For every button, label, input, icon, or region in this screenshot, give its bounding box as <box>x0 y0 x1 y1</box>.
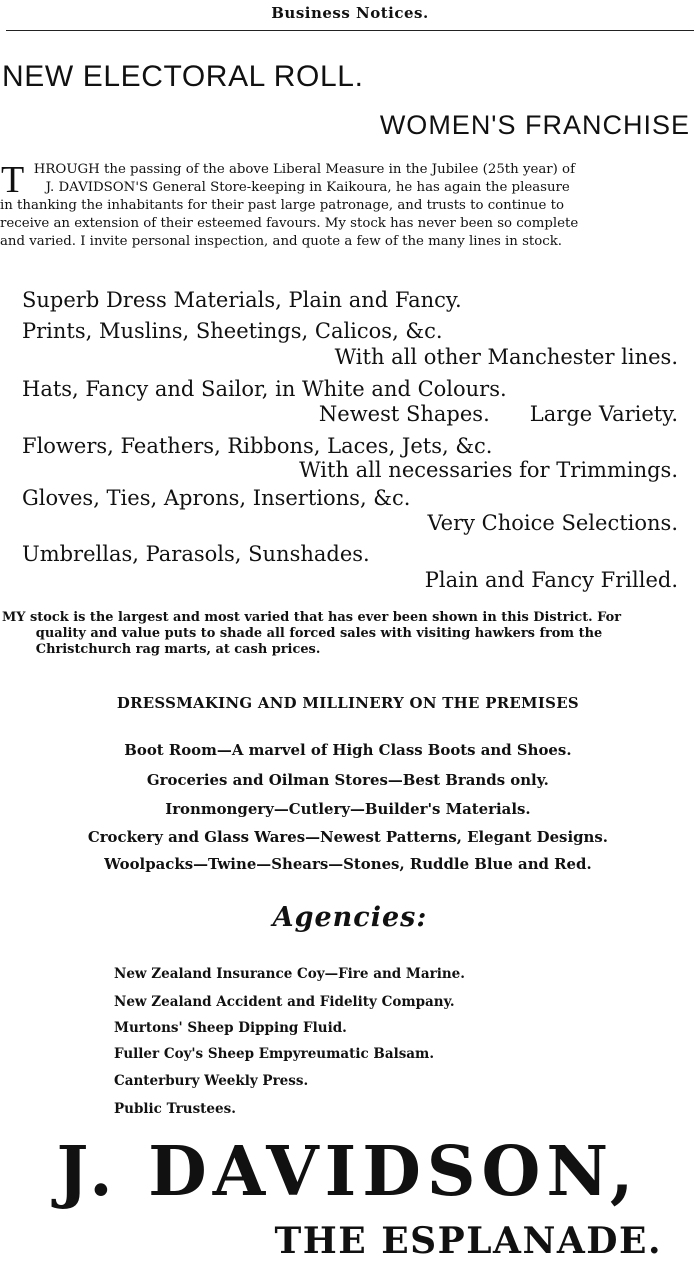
goods-item-detail: Plain and Fancy Frilled. <box>424 568 678 592</box>
agency-item: Public Trustees. <box>114 1101 236 1117</box>
intro-line: receive an extension of their esteemed favours. My stock has never been so complete <box>0 216 579 231</box>
stock-line: quality and value puts to shade all forced sales with visiting hawkers from the <box>35 626 603 641</box>
goods-item: Hats, Fancy and Sailor, in White and Colours. <box>22 377 507 401</box>
goods-item: Flowers, Feathers, Ribbons, Laces, Jets, &c. <box>22 434 493 458</box>
signature-address: THE ESPLANADE. <box>274 1220 662 1262</box>
agency-item: Fuller Coy's Sheep Empyreumatic Balsam. <box>114 1046 435 1062</box>
agency-item: Canterbury Weekly Press. <box>114 1073 309 1089</box>
goods-item-detail: Very Choice Selections. <box>427 511 678 535</box>
department-line: Boot Room—A marvel of High Class Boots and Shoes. <box>124 741 572 759</box>
agency-item: Murtons' Sheep Dipping Fluid. <box>114 1020 347 1036</box>
goods-item: Prints, Muslins, Sheetings, Calicos, &c. <box>22 319 443 343</box>
department-line: Crockery and Glass Wares—Newest Patterns, Elegant Designs. <box>87 828 608 846</box>
intro-paragraph <box>0 161 700 251</box>
goods-item-detail: With all necessaries for Trimmings. <box>299 458 678 482</box>
dressmaking-heading: DRESSMAKING AND MILLINERY ON THE PREMISES <box>116 694 579 712</box>
header-rule <box>6 30 694 31</box>
stock-line: MY stock is the largest and most varied that has ever been shown in this District. For <box>1 610 622 625</box>
intro-line: and varied. I invite personal inspection, and quote a few of the many lines in stock. <box>0 234 563 249</box>
goods-item: Gloves, Ties, Aprons, Insertions, &c. <box>22 486 411 510</box>
headline-womens-franchise: WOMEN'S FRANCHISE <box>379 110 690 140</box>
department-line: Woolpacks—Twine—Shears—Stones, Ruddle Blue and Red. <box>104 855 592 873</box>
intro-line: in thanking the inhabitants for their past large patronage, and trusts to continue to <box>0 198 564 213</box>
stock-line: Christchurch rag marts, at cash prices. <box>35 642 321 657</box>
agency-item: New Zealand Insurance Coy—Fire and Marine. <box>114 966 465 982</box>
goods-item-detail: With all other Manchester lines. <box>334 345 678 369</box>
department-line: Groceries and Oilman Stores—Best Brands only. <box>146 771 549 789</box>
agencies-heading: Agencies: <box>272 902 428 933</box>
running-title: Business Notices. <box>271 4 429 22</box>
agency-item: New Zealand Accident and Fidelity Company. <box>114 994 455 1010</box>
goods-item: Umbrellas, Parasols, Sunshades. <box>22 542 370 566</box>
headline-electoral-roll: NEW ELECTORAL ROLL. <box>2 60 364 93</box>
goods-item: Superb Dress Materials, Plain and Fancy. <box>22 288 462 312</box>
intro-line: HROUGH the passing of the above Liberal Measure in the Jubilee (25th year) of <box>33 162 576 177</box>
department-line: Ironmongery—Cutlery—Builder's Materials. <box>165 800 531 818</box>
goods-item-detail: Newest Shapes. Large Variety. <box>318 402 678 426</box>
drop-cap: T <box>1 159 25 201</box>
stock-notice <box>0 610 700 658</box>
signature-name: J. DAVIDSON, <box>56 1132 640 1212</box>
intro-line: J. DAVIDSON'S General Store-keeping in Kaikoura, he has again the pleasure <box>45 180 570 195</box>
